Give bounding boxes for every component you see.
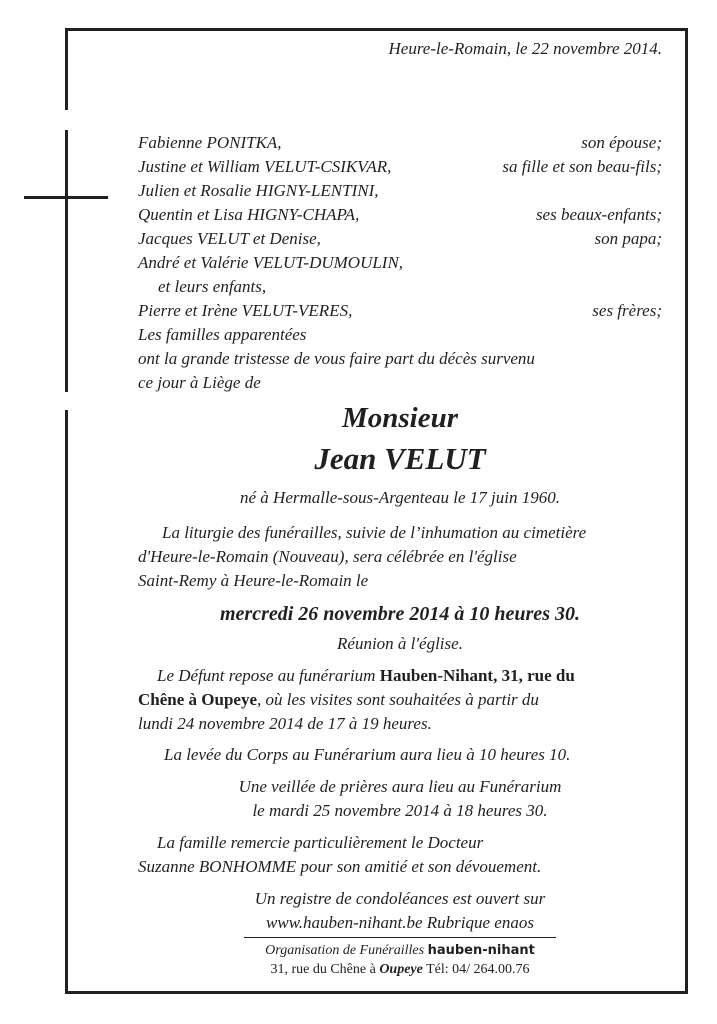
- border-top: [65, 28, 688, 31]
- cross-icon-lower: [65, 410, 68, 994]
- funeral-datetime: mercredi 26 novembre 2014 à 10 heures 30.: [220, 603, 580, 625]
- brand-logo: hauben-nihant: [427, 943, 535, 958]
- border-bottom: [65, 991, 688, 994]
- funerarium-line: [157, 664, 575, 688]
- registry-link[interactable]: www.hauben-nihant.be Rubrique enaos: [266, 913, 534, 932]
- liturgy-line: La liturgie des funérailles, suivie de l’inhumation au cimetière: [162, 523, 587, 542]
- family-name: Jacques VELUT et Denise,: [138, 229, 321, 248]
- family-relation: ses frères;: [592, 301, 662, 320]
- vigil-line: Une veillée de prières aura lieu au Funérarium: [238, 777, 562, 796]
- cross-icon-upper: [65, 28, 68, 110]
- family-row: [138, 155, 662, 179]
- announcement-line: ont la grande tristesse de vous faire part du décès survenu: [138, 349, 535, 368]
- footer-organisation: [138, 941, 662, 960]
- vigil-line: le mardi 25 novembre 2014 à 18 heures 30.: [252, 801, 548, 820]
- family-row: [138, 323, 662, 347]
- family-name: et leurs enfants,: [158, 277, 267, 296]
- thanks-line: La famille remercie particulièrement le Docteur: [157, 833, 484, 852]
- levee-line: La levée du Corps au Funérarium aura lieu à 10 heures 10.: [164, 745, 571, 764]
- birth-line: né à Hermalle-sous-Argenteau le 17 juin 1960.: [240, 488, 560, 507]
- family-row: [138, 275, 662, 299]
- funerarium-address: Chêne à Oupeye: [138, 690, 257, 709]
- funerarium-text: Le Défunt repose au funérarium: [157, 666, 380, 685]
- family-row: [138, 203, 662, 227]
- footer-phone: Tél: 04/ 264.00.76: [422, 962, 530, 977]
- place-date: Heure-le-Romain, le 22 novembre 2014.: [388, 39, 662, 58]
- deceased-title: Monsieur: [341, 402, 459, 434]
- funerarium-name: Hauben-Nihant, 31, rue du: [379, 666, 575, 685]
- family-name: Justine et William VELUT-CSIKVAR,: [138, 157, 392, 176]
- thanks-line: Suzanne BONHOMME pour son amitié et son dévouement.: [138, 857, 542, 876]
- family-row: [138, 251, 662, 275]
- liturgy-line: Saint-Remy à Heure-le-Romain le: [138, 571, 369, 590]
- family-row: [138, 131, 662, 155]
- funerarium-text: , où les visites sont souhaitées à partir du: [257, 690, 539, 709]
- cross-icon-middle: [65, 130, 68, 392]
- funerarium-line: [138, 688, 539, 712]
- deceased-name: Jean VELUT: [314, 441, 486, 476]
- footer-town: Oupeye: [379, 962, 423, 977]
- family-row: [138, 227, 662, 251]
- family-name: Les familles apparentées: [138, 325, 307, 344]
- family-name: André et Valérie VELUT-DUMOULIN,: [138, 253, 404, 272]
- family-relation: son papa;: [594, 229, 662, 248]
- family-name: Fabienne PONITKA,: [138, 133, 282, 152]
- family-name: Julien et Rosalie HIGNY-LENTINI,: [138, 181, 379, 200]
- family-relation: sa fille et son beau-fils;: [502, 157, 662, 176]
- family-name: Pierre et Irène VELUT-VERES,: [138, 301, 353, 320]
- liturgy-line: d'Heure-le-Romain (Nouveau), sera célébrée en l'église: [138, 547, 517, 566]
- footer-divider: [244, 937, 556, 938]
- funerarium-line: lundi 24 novembre 2014 de 17 à 19 heures.: [138, 714, 432, 733]
- cross-icon-bar: [24, 196, 108, 199]
- family-name: Quentin et Lisa HIGNY-CHAPA,: [138, 205, 360, 224]
- announcement-line: ce jour à Liège de: [138, 373, 261, 392]
- family-row: [138, 299, 662, 323]
- family-row: [138, 179, 662, 203]
- border-right: [685, 28, 688, 994]
- meeting-place: Réunion à l'église.: [337, 634, 463, 653]
- footer-org-text: Organisation de Funérailles: [265, 943, 428, 958]
- footer-address: [138, 960, 662, 979]
- family-relation: son épouse;: [581, 133, 662, 152]
- footer-address-text: 31, rue du Chêne à: [270, 962, 380, 977]
- registry-line: Un registre de condoléances est ouvert sur: [254, 889, 546, 908]
- family-relation: ses beaux-enfants;: [535, 205, 662, 224]
